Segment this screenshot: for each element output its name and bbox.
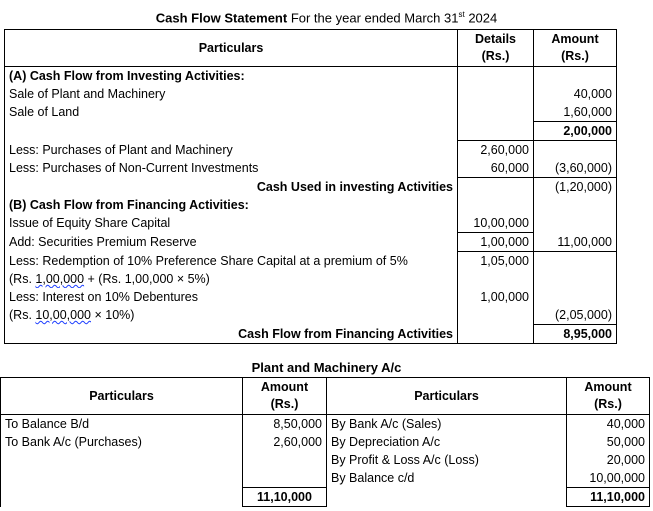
cf-particular: Less: Interest on 10% Debentures — [5, 288, 458, 306]
pm-debit-particular — [1, 469, 243, 488]
cf-amount-subtotal: 2,00,000 — [534, 122, 617, 141]
pm-credit-particular: By Profit & Loss A/c (Loss) — [327, 451, 567, 469]
plant-machinery-account — [0, 377, 650, 507]
cf-amount: 1,60,000 — [534, 103, 617, 122]
cf-amount — [534, 288, 617, 306]
cash-flow-table — [4, 29, 617, 344]
cf-amount — [534, 141, 617, 160]
pm-header-particulars-credit: Particulars — [327, 378, 567, 415]
pm-debit-total-label — [1, 488, 243, 507]
cf-financing-total-label: Cash Flow from Financing Activities — [5, 325, 458, 344]
cf-amount: (2,05,000) — [534, 306, 617, 325]
plant-machinery-title: Plant and Machinery A/c — [251, 360, 402, 375]
cf-detail: 2,60,000 — [458, 141, 534, 160]
cf-amount: 11,00,000 — [534, 233, 617, 252]
pm-header-amount-debit: Amount (Rs.) — [243, 378, 327, 415]
cf-detail — [458, 178, 534, 197]
cf-particular: Sale of Land — [5, 103, 458, 122]
cf-amount — [534, 196, 617, 214]
pm-credit-particular: By Balance c/d — [327, 469, 567, 488]
pm-debit-amount — [243, 469, 327, 488]
cf-detail: 10,00,000 — [458, 214, 534, 233]
cf-detail: 1,00,000 — [458, 288, 534, 306]
cf-particular: Issue of Equity Share Capital — [5, 214, 458, 233]
pm-credit-total: 11,10,000 — [567, 488, 650, 507]
cf-detail — [458, 122, 534, 141]
cf-particular: Sale of Plant and Machinery — [5, 85, 458, 103]
pm-credit-amount: 40,000 — [567, 415, 650, 434]
pm-debit-amount — [243, 451, 327, 469]
cf-detail — [458, 270, 534, 288]
pm-header-amount-credit: Amount (Rs.) — [567, 378, 650, 415]
pm-header-particulars-debit: Particulars — [1, 378, 243, 415]
cf-detail — [458, 306, 534, 325]
pm-debit-amount: 8,50,000 — [243, 415, 327, 434]
cf-amount: 40,000 — [534, 85, 617, 103]
cf-detail — [458, 196, 534, 214]
cf-amount — [534, 214, 617, 233]
cf-financing-total: 8,95,000 — [534, 325, 617, 344]
cf-section-a-heading: (A) Cash Flow from Investing Activities: — [5, 67, 458, 86]
cf-particular: Add: Securities Premium Reserve — [5, 233, 458, 252]
cf-investing-total-label: Cash Used in investing Activities — [5, 178, 458, 197]
cf-detail — [458, 325, 534, 344]
pm-credit-particular: By Bank A/c (Sales) — [327, 415, 567, 434]
cf-amount: (3,60,000) — [534, 159, 617, 178]
cash-flow-title: Cash Flow Statement For the year ended March 31st 2024 — [155, 10, 498, 26]
cf-particular-calc: (Rs. 10,00,000 × 10%) — [5, 306, 458, 325]
cf-detail: 60,000 — [458, 159, 534, 178]
pm-credit-amount: 20,000 — [567, 451, 650, 469]
pm-credit-total-label — [327, 488, 567, 507]
pm-debit-amount: 2,60,000 — [243, 433, 327, 451]
pm-debit-particular: To Balance B/d — [1, 415, 243, 434]
pm-debit-total: 11,10,000 — [243, 488, 327, 507]
cf-amount — [534, 270, 617, 288]
cf-particular: Less: Purchases of Non-Current Investments — [5, 159, 458, 178]
cf-detail: 1,05,000 — [458, 252, 534, 271]
cf-particular: Less: Purchases of Plant and Machinery — [5, 141, 458, 160]
cf-header-particulars: Particulars — [5, 30, 458, 67]
cf-detail: 1,00,000 — [458, 233, 534, 252]
pm-debit-particular — [1, 451, 243, 469]
cf-amount — [534, 252, 617, 271]
pm-credit-amount: 10,00,000 — [567, 469, 650, 488]
pm-credit-particular: By Depreciation A/c — [327, 433, 567, 451]
cf-particular-calc: (Rs. 1,00,000 + (Rs. 1,00,000 × 5%) — [5, 270, 458, 288]
cf-particular — [5, 122, 458, 141]
cf-detail — [458, 67, 534, 86]
cf-section-b-heading: (B) Cash Flow from Financing Activities: — [5, 196, 458, 214]
pm-credit-amount: 50,000 — [567, 433, 650, 451]
cf-header-details: Details (Rs.) — [458, 30, 534, 67]
cf-detail — [458, 103, 534, 122]
cf-particular: Less: Redemption of 10% Preference Share Capital at a premium of 5% — [5, 252, 458, 271]
cf-amount — [534, 67, 617, 86]
pm-debit-particular: To Bank A/c (Purchases) — [1, 433, 243, 451]
cf-header-amount: Amount (Rs.) — [534, 30, 617, 67]
cf-investing-total: (1,20,000) — [534, 178, 617, 197]
cf-detail — [458, 85, 534, 103]
